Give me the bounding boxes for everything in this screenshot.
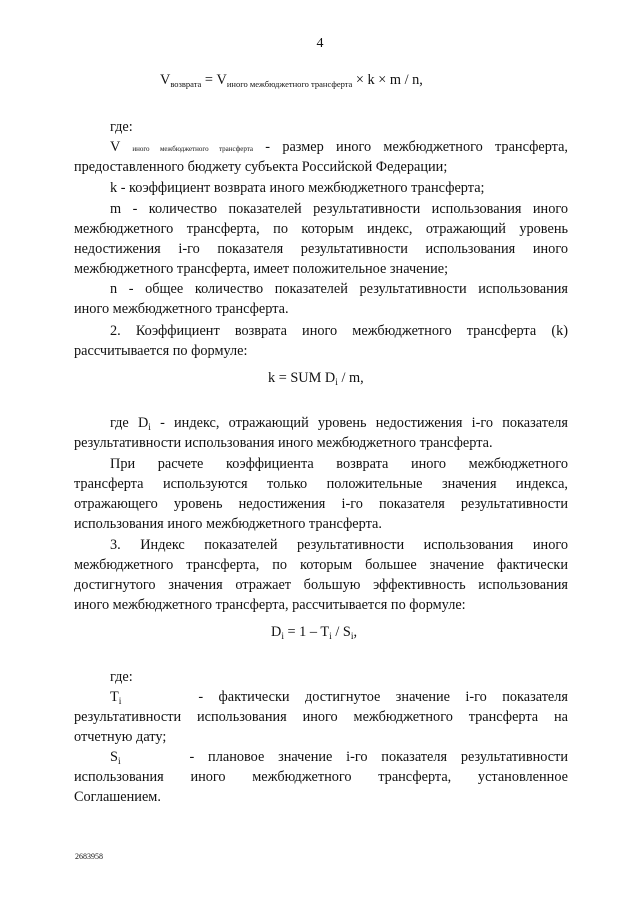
para3-line4: иного межбюджетного трансферта, рассчитывается по формуле: xyxy=(74,597,466,613)
para-calc-line2: трансферта используются только положительные значения индекса, xyxy=(74,476,568,492)
def-m-line2: межбюджетного трансферта, по которым индекс, отражающий уровень xyxy=(74,221,568,237)
def-s-line1: $S_i$ - плановое значение i-го показателя результативности xyxy=(110,749,568,767)
formula-return-volume: $V_{возврата} = V_{иного межбюджетного трансферта} \times k \times m / n$, xyxy=(160,72,423,89)
def-s-line3: Соглашением. xyxy=(74,789,161,805)
def-v-line1: V иного межбюджетного трансферта - размер иного межбюджетного трансферта, xyxy=(110,139,569,155)
para2-line2: рассчитывается по формуле: xyxy=(74,343,248,359)
def-t-line1: $T_i$ - фактически достигнутое значение i-го показателя xyxy=(110,689,568,707)
def-d-line2: результативности использования иного межбюджетного трансферта. xyxy=(74,435,493,451)
def-m-line1: m - количество показателей результативности использования иного xyxy=(110,201,568,217)
para2-line1: 2. Коэффициент возврата иного межбюджетного трансферта (k) xyxy=(110,323,568,339)
def-n-line1: n - общее количество показателей результативности использования xyxy=(110,281,568,297)
formula-index: $D_i = 1 - T_i / S_i$, xyxy=(271,624,358,642)
where-label: где: xyxy=(110,119,133,135)
def-d-line1: где $D_i$ - индекс, отражающий уровень недостижения i-го показателя xyxy=(110,415,569,433)
def-t-line2: результативности использования иного межбюджетного трансферта на xyxy=(74,709,568,725)
def-m-line3: недостижения i-го показателя результативности использования иного xyxy=(74,241,568,257)
formula-coefficient: k = SUM $D_i$ / m, xyxy=(268,370,364,388)
para3-line1: 3. Индекс показателей результативности использования иного xyxy=(110,537,568,553)
def-n-line2: иного межбюджетного трансферта. xyxy=(74,301,289,317)
para-calc-line1: При расчете коэффициента возврата иного межбюджетного xyxy=(110,456,568,472)
formula-var: V xyxy=(160,72,171,88)
para3-line3: достигнутого значения отражает большую эффективность использования xyxy=(74,577,568,593)
page-number: 4 xyxy=(316,36,324,51)
para3-line2: межбюджетного трансферта, по которым большее значение фактически xyxy=(74,557,568,573)
para-calc-line4: использования иного межбюджетного трансферта. xyxy=(74,516,382,532)
para-calc-line3: отражающего уровень недостижения i-го показателя результативности xyxy=(74,496,568,512)
def-m-line4: межбюджетного трансферта, имеет положительное значение; xyxy=(74,261,449,277)
def-t-line3: отчетную дату; xyxy=(74,729,167,745)
document-id: 2683958 xyxy=(75,852,103,861)
where-label-2: где: xyxy=(110,669,133,685)
def-k: k - коэффициент возврата иного межбюджетного трансферта; xyxy=(110,180,485,196)
def-v-line2: предоставленного бюджету субъекта Российской Федерации; xyxy=(74,159,448,175)
def-s-line2: использования иного межбюджетного трансферта, установленное xyxy=(74,769,568,785)
